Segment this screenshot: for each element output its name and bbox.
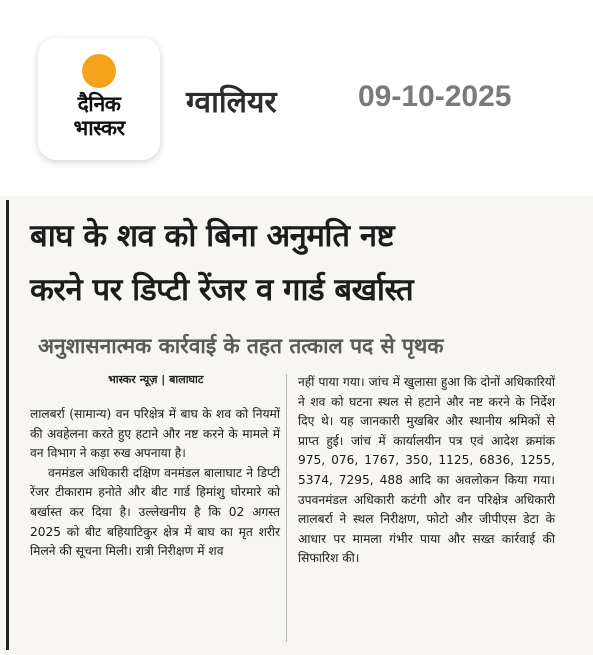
column-divider [286, 374, 287, 642]
headline-line-2: करने पर डिप्टी रेंजर व गार्ड बर्खास्त [30, 272, 414, 308]
logo-text-line2: भास्कर [73, 116, 125, 140]
headline-line-1: बाघ के शव को बिना अनुमति नष्ट [30, 218, 395, 254]
logo-text-line1: दैनिक [77, 92, 121, 116]
dainik-bhaskar-logo [38, 38, 160, 160]
article-paragraph-3: नहीं पाया गया। जांच में खुलासा हुआ कि दोनों अधिकारियों ने शव को घटना स्थल से हटाने और नष्ट करने के निर्देश दिए थे। यह जानकारी मुखबिर और स्थानीय श्रमिकों से प्राप्त हुई। जांच में कार्यालयीन पत्र एवं आदेश क्रमांक 975, 076, 1767, 350, 1125, 6836, 1255, 5374, 7295, 488 आदि का अवलोकन किया गया। उपवनमंडल अधिकारी कटंगी और वन परिक्षेत्र अधिकारी लालबर्रा ने स्थल निरीक्षण, फोटो और जीपीएस डेटा के आधार पर मामला गंभीर पाया और सख्त कार्रवाई की सिफारिश की। [298, 375, 555, 566]
article-paragraph-2: वनमंडल अधिकारी दक्षिण वनमंडल बालाघाट ने डिप्टी रेंजर टीकाराम हनोते और बीट गार्ड हिमांशु घोरमारे को बर्खास्त कर दिया है। उल्लेखनीय है कि 02 अगस्त 2025 को बीट बहियाटिकुर क्षेत्र में बाघ का मृत शरीर मिलने की सूचना मिली। रात्री निरीक्षण में शव [30, 465, 280, 559]
article-column-right [298, 373, 555, 569]
sun-icon [82, 54, 116, 88]
subheadline: अनुशासनात्मक कार्रवाई के तहत तत्काल पद से पृथक [38, 334, 444, 358]
edition-city: ग्वालियर [186, 85, 277, 120]
clipping-edge [6, 200, 9, 650]
edition-date: 09-10-2025 [358, 80, 512, 113]
article-column-left [30, 405, 280, 562]
article-paragraph-1: लालबर्रा (सामान्य) वन परिक्षेत्र में बाघ के शव को नियमों की अवहेलना करते हुए हटाने और नष्ट करने के मामले में वन विभाग ने कड़ा रुख अपनाया है। [30, 407, 280, 461]
byline: भास्कर न्यूज़ | बालाघाट [108, 373, 204, 386]
